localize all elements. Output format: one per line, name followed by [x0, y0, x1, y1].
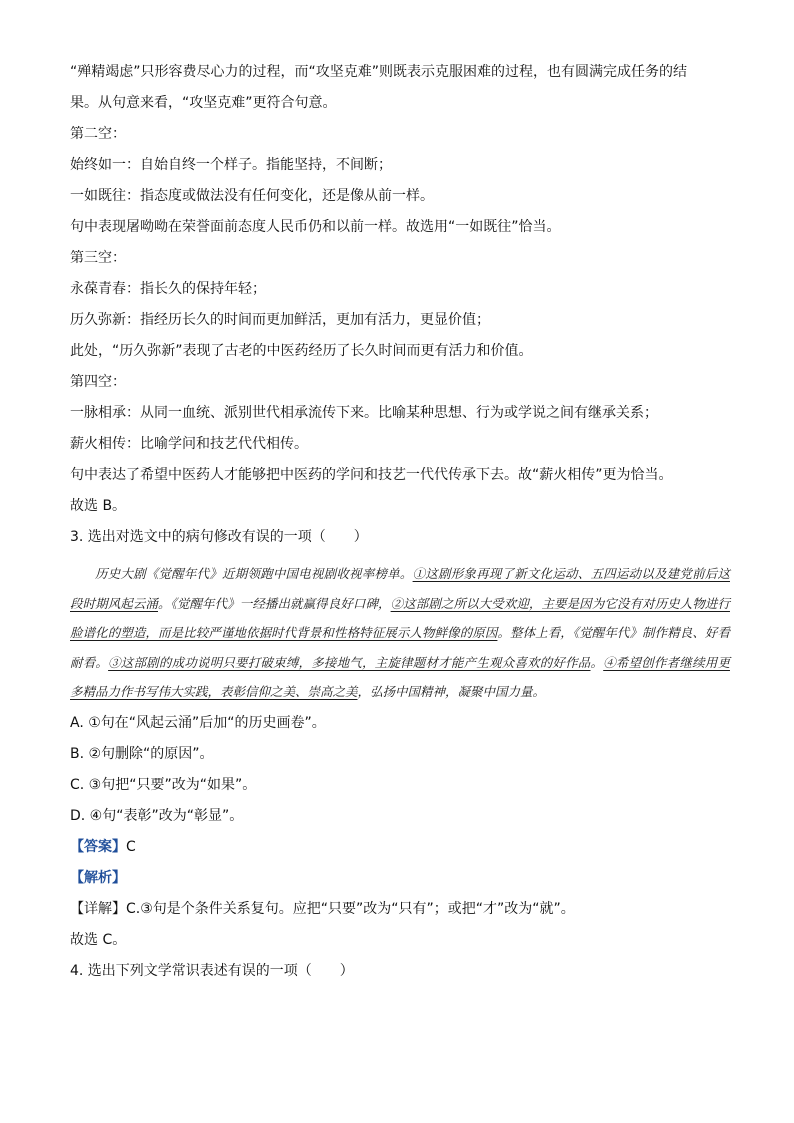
option-c: C. ③句把“只要”改为“如果”。 — [70, 776, 257, 793]
explanation-line: 此处，“历久弥新”表现了古老的中医药经历了长久时间而更有活力和价值。 — [70, 343, 533, 359]
analysis-line — [70, 868, 730, 888]
answer-conclusion: 故选 B。 — [70, 498, 127, 514]
answer-line — [70, 837, 730, 857]
detail-text: C.③句是个条件关系复句。应把“只要”改为“只有”；或把“才”改为“就”。 — [126, 900, 575, 917]
passage-sentence: 历史大剧《觉醒年代》近期领跑中国电视剧收视率榜单。 — [95, 566, 413, 581]
underlined-sentence-3: ③这部剧的成功说明只要打破束缚，多接地气，主旋律题材才能产生观众喜欢的好作品 — [108, 654, 591, 670]
detail-tag: 【详解】 — [70, 900, 126, 917]
option-d: D. ④句“表彰”改为“彰显”。 — [70, 807, 244, 824]
underlined-sentence-2: ②这部剧之所以大受欢迎，主要是因为它没有对历史人物进行脸谱化的塑造，而是比较严谨地依据时代背景和性格特征展示人物鲜像的原因 — [70, 595, 730, 640]
underlined-sentence-4: ④希望创作者继续用更多精品力作书写伟大实践，表彰信仰之美、崇高之美 — [70, 654, 730, 699]
option-a: A. ①句在“风起云涌”后加“的历史画卷”。 — [70, 714, 326, 731]
blank-heading: 第三空： — [70, 250, 126, 266]
blank-heading: 第二空： — [70, 126, 126, 142]
explanation-line: 果。从句意来看，“攻坚克难”更符合句意。 — [70, 95, 337, 111]
blank-heading: 第四空： — [70, 374, 126, 390]
answer-tag: 【答案】 — [70, 838, 126, 855]
underlined-sentence-1: ①这剧形象再现了新文化运动、五四运动以及建党前后这段时期风起云涌 — [70, 566, 730, 611]
passage-sentence: ，弘扬中国精神，凝聚中国力量。 — [357, 684, 546, 699]
explanation-line: 永葆青春：指长久的保持年轻； — [70, 281, 266, 297]
option-b: B. ②句删除“的原因”。 — [70, 745, 214, 762]
question-3-passage — [70, 559, 730, 707]
analysis-tag: 【解析】 — [70, 869, 126, 886]
explanation-line: 历久弥新：指经历长久的时间而更加鲜活，更加有活力，更显价值； — [70, 312, 490, 328]
explanation-line: 句中表现屠呦呦在荣誉面前态度人民币仍和以前一样。故选用“一如既往”恰当。 — [70, 219, 561, 235]
document-page — [70, 62, 730, 981]
explanation-line: 句中表达了希望中医药人才能够把中医药的学问和技艺一代代传承下去。故“薪火相传”更为恰当。 — [70, 467, 673, 483]
question-4-stem: 4. 选出下列文学常识表述有误的一项（ ） — [70, 962, 354, 979]
passage-sentence: 。《觉醒年代》一经播出就赢得良好口碑， — [158, 595, 391, 611]
passage-sentence: 。整体上看，《觉醒年代》制作精良、好看耐看。 — [70, 625, 730, 670]
explanation-line: 一如既往：指态度或做法没有任何变化，还是像从前一样。 — [70, 188, 434, 204]
passage-sentence: 。 — [590, 654, 604, 670]
answer-conclusion: 故选 C。 — [70, 931, 127, 948]
explanation-line: “殚精竭虑”只形容费尽心力的过程，而“攻坚克难”则既表示克服困难的过程，也有圆满完成任务的结 — [70, 64, 688, 80]
explanation-line: 薪火相传：比喻学问和技艺代代相传。 — [70, 436, 308, 452]
question-3-stem: 3. 选出对选文中的病句修改有误的一项（ ） — [70, 529, 368, 545]
explanation-line: 始终如一：自始自终一个样子。指能坚持，不间断； — [70, 157, 392, 173]
detail-line — [70, 899, 730, 919]
answer-value: C — [126, 838, 136, 855]
explanation-line: 一脉相承：从同一血统、派别世代相承流传下来。比喻某种思想、行为或学说之间有继承关系； — [70, 405, 658, 421]
